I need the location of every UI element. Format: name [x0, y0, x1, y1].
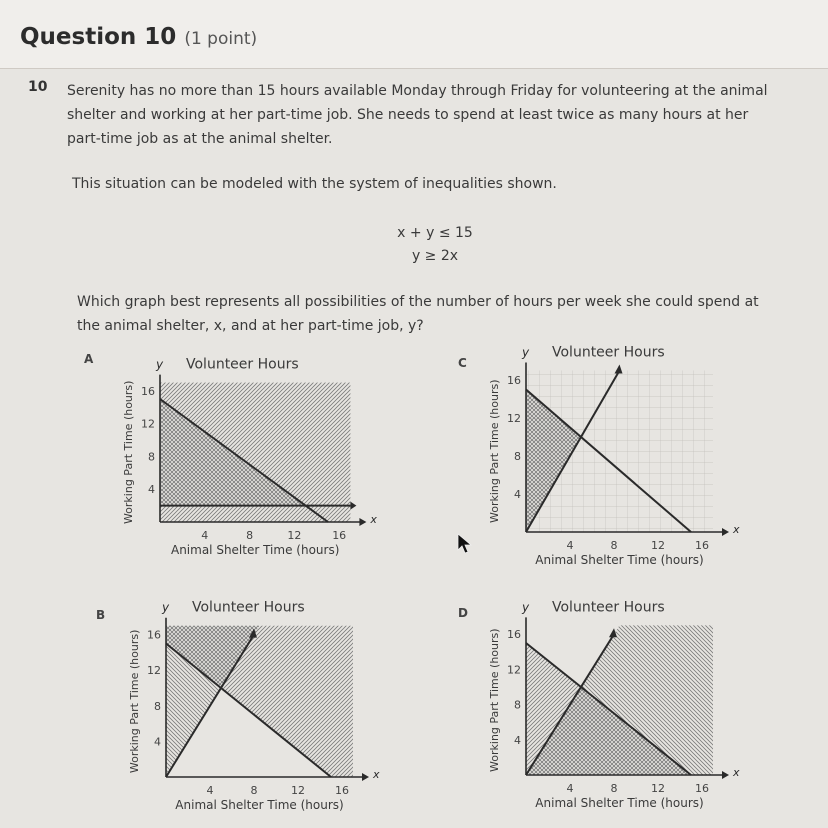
series-arrow-2	[615, 365, 623, 374]
x-axis-arrow	[362, 773, 369, 781]
y-axis-label: Working Part Time (hours)	[128, 629, 141, 774]
x-tick-label: 12	[291, 784, 305, 797]
inequality-2: y ≥ 2x	[411, 248, 459, 264]
y-tick-label: 8	[514, 698, 521, 712]
x-axis-name: x	[373, 768, 380, 781]
y-axis-label: Working Part Time (hours)	[488, 379, 501, 523]
x-tick-label: 4	[201, 529, 209, 542]
option-d-letter[interactable]: D	[458, 606, 468, 620]
question-number: 10	[28, 79, 48, 95]
y-axis-label: Working Part Time (hours)	[488, 628, 501, 772]
x-tick-label: 8	[246, 529, 254, 542]
x-tick-label: 4	[566, 782, 574, 795]
x-tick-label: 8	[610, 539, 618, 552]
x-tick-label: 8	[610, 782, 618, 795]
graph-option-c[interactable]	[488, 345, 740, 568]
x-axis-label: Animal Shelter Time (hours)	[535, 553, 704, 567]
x-axis-label: Animal Shelter Time (hours)	[535, 796, 704, 810]
y-tick-label: 4	[514, 733, 521, 747]
y-tick-label: 16	[507, 628, 521, 642]
x-tick-label: 8	[250, 784, 258, 797]
y-axis-name: y	[156, 357, 164, 372]
x-axis-arrow	[722, 771, 729, 779]
y-tick-label: 12	[147, 664, 161, 678]
y-tick-label: 8	[148, 450, 155, 464]
option-a-letter[interactable]: A	[84, 352, 94, 366]
question-title-text: Question 10	[20, 24, 177, 50]
inequality-1: x + y ≤ 15	[397, 225, 473, 241]
option-b-letter[interactable]: B	[96, 608, 106, 622]
y-tick-label: 4	[154, 735, 161, 749]
y-tick-label: 16	[141, 384, 155, 398]
y-tick-label: 12	[507, 663, 521, 677]
y-tick-label: 16	[147, 628, 161, 642]
x-tick-label: 4	[566, 539, 574, 552]
x-axis-name: x	[733, 766, 740, 779]
mouse-pointer-icon	[456, 533, 474, 555]
graph-option-a[interactable]	[122, 357, 377, 557]
y-axis-label: Working Part Time (hours)	[122, 380, 135, 525]
x-tick-label: 12	[651, 782, 665, 795]
y-tick-label: 16	[507, 374, 521, 387]
x-tick-label: 16	[332, 529, 347, 542]
graph-title: Volunteer Hours	[186, 356, 299, 373]
model-intro: This situation can be modeled with the system of inequalities shown.	[72, 176, 557, 192]
graph-option-b[interactable]	[128, 600, 380, 812]
x-tick-label: 12	[287, 529, 302, 542]
y-axis-name: y	[522, 600, 530, 615]
y-tick-label: 12	[141, 417, 155, 431]
x-axis-arrow	[359, 518, 366, 526]
x-axis-label: Animal Shelter Time (hours)	[175, 798, 344, 812]
x-axis-name: x	[370, 513, 377, 526]
x-tick-label: 16	[695, 782, 709, 795]
question-prompt: Serenity has no more than 15 hours available Monday through Friday for volunteering at the animal shelter and working at her part-time job. She needs to spend at least twice as many hours at her part-time job as at the animal shelter.	[67, 83, 768, 147]
x-axis-arrow	[722, 528, 729, 536]
series-arrow-2	[350, 502, 356, 510]
graph-title: Volunteer Hours	[192, 599, 305, 616]
option-c-letter[interactable]: C	[458, 356, 467, 370]
x-tick-label: 4	[206, 784, 214, 797]
y-tick-label: 4	[514, 488, 521, 501]
x-tick-label: 12	[651, 539, 665, 552]
y-tick-label: 8	[154, 699, 161, 713]
graph-title: Volunteer Hours	[552, 599, 665, 616]
x-tick-label: 16	[695, 539, 709, 552]
x-tick-label: 16	[335, 784, 349, 797]
graph-option-d[interactable]	[488, 599, 740, 810]
x-axis-name: x	[733, 523, 740, 536]
question-points: (1 point)	[184, 29, 258, 49]
y-axis-name: y	[522, 345, 530, 360]
graph-title: Volunteer Hours	[552, 344, 665, 361]
x-axis-label: Animal Shelter Time (hours)	[170, 543, 340, 557]
y-tick-label: 4	[148, 483, 155, 497]
which-graph-prompt: Which graph best represents all possibilities of the number of hours per week she could spend at the animal shelter, x, and at her part-time job, y?	[77, 294, 759, 334]
y-axis-name: y	[162, 600, 170, 615]
y-tick-label: 12	[507, 412, 521, 425]
y-tick-label: 8	[514, 450, 521, 463]
